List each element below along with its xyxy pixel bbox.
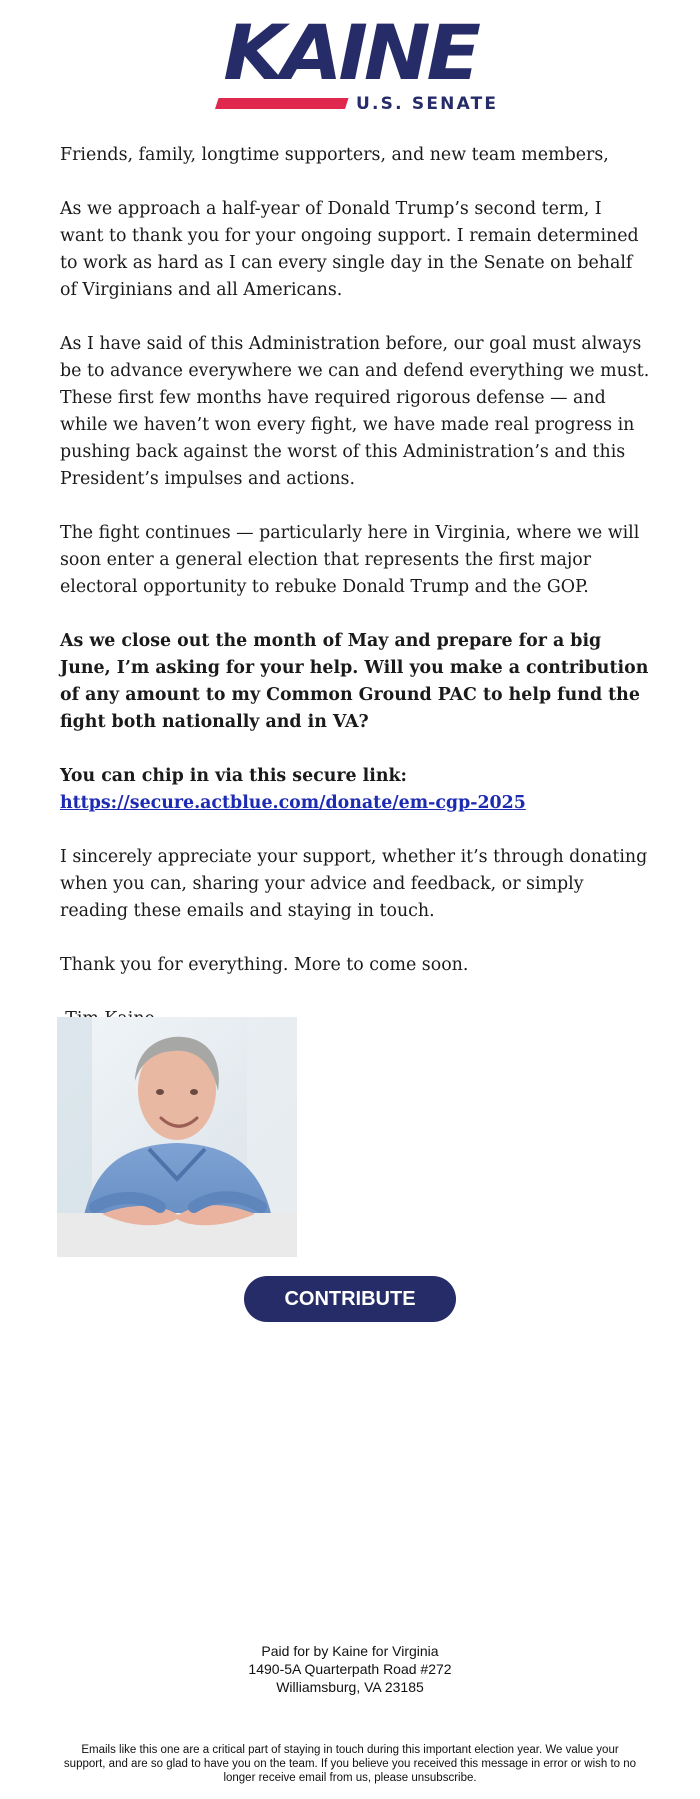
email-disclaimer: Emails like this one are a critical part of staying in touch during this important election year. We value your support, and are so glad to have you on the team. If you believe you received this message in error or wish to no longer receive email from us, please unsubscribe. [63,1744,637,1784]
email-greeting: Friends, family, longtime supporters, and new team members, [60,145,609,165]
kaine-logo [215,8,499,120]
paid-for-line: Paid for by Kaine for Virginia [261,1643,439,1659]
address-line-2: Williamsburg, VA 23185 [276,1679,424,1695]
logo-red-bar [215,98,349,109]
thanks-line: Thank you for everything. More to come soon. [60,955,469,975]
address-line-1: 1490-5A Quarterpath Road #272 [248,1661,452,1677]
secure-link-paragraph [60,763,650,817]
donation-link[interactable]: https://secure.actblue.com/donate/em-cgp-2025 [60,793,526,813]
footer-address-block [100,1642,600,1696]
logo-wordmark: KAINE [223,8,477,97]
appreciation-paragraph: I sincerely appreciate your support, whether it’s through donating when you can, sharing your advice and feedback, or simply reading these emails and staying in touch. [60,847,648,921]
email-paragraph: The fight continues — particularly here in Virginia, where we will soon enter a general election that represents the first major electoral opportunity to rebuke Donald Trump and the GOP. [60,523,640,597]
logo-subtitle: U.S. SENATE [356,94,499,114]
email-paragraph: As I have said of this Administration before, our goal must always be to advance everywhere we can and defend everything we must. These first few months have required rigorous defense — and while we haven’t won every fight, we have made real progress in pushing back against the worst of this Administration’s and this President’s impulses and actions. [60,334,650,489]
contribute-button[interactable]: CONTRIBUTE [244,1276,456,1322]
email-paragraph: As we approach a half-year of Donald Trump’s second term, I want to thank you for your ongoing support. I remain determined to work as hard as I can every single day in the Senate on behalf of Virginians and all Americans. [60,199,639,300]
secure-link-intro: You can chip in via this secure link: [60,766,407,786]
email-body [60,142,650,1060]
tim-kaine-photo [57,1017,297,1257]
donation-ask: As we close out the month of May and prepare for a big June, I’m asking for your help. Will you make a contribution of any amount to my Common Ground PAC to help fund the fight both nationally and in VA? [60,631,649,732]
